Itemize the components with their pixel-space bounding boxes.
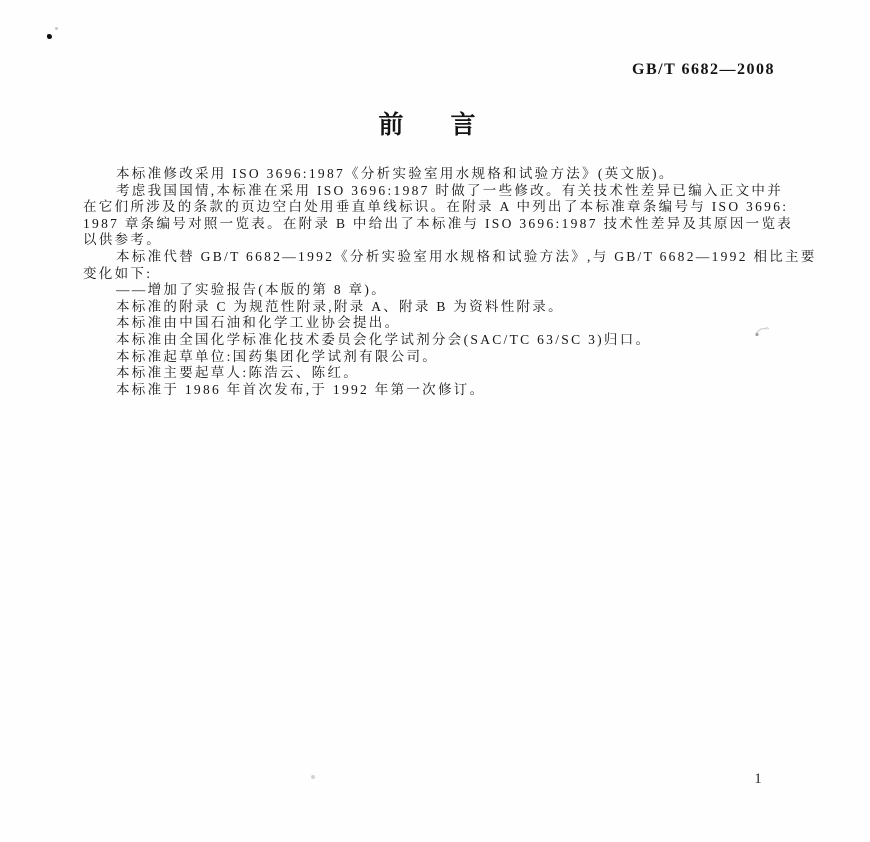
page-number: 1 <box>754 771 762 787</box>
page-title-char: 言 <box>450 112 476 139</box>
foreword-line: 以供参考。 <box>83 232 162 248</box>
page-title <box>0 112 862 140</box>
page-title-char: 前 <box>378 112 404 139</box>
foreword-line: 考虑我国国情,本标准在采用 ISO 3696:1987 时做了一些修改。有关技术性差异已编入正文中并 <box>116 182 784 198</box>
foreword-line: 在它们所涉及的条款的页边空白处用垂直单线标识。在附录 A 中列出了本标准章条编号与 ISO 3696: <box>83 199 789 215</box>
foreword-line: 本标准主要起草人:陈浩云、陈红。 <box>116 365 360 381</box>
foreword-line: 1987 章条编号对照一览表。在附录 B 中给出了本标准与 ISO 3696:1987 技术性差异及其原因一览表 <box>83 215 794 231</box>
foreword-line: 本标准起草单位:国药集团化学试剂有限公司。 <box>116 348 439 364</box>
faint-speck-artifact <box>311 775 315 779</box>
foreword-line: 本标准由全国化学标准化技术委员会化学试剂分会(SAC/TC 63/SC 3)归口。 <box>116 331 652 347</box>
pen-mark-artifact <box>752 322 776 340</box>
foreword-line: 本标准代替 GB/T 6682—1992《分析实验室用水规格和试验方法》,与 GB/T 6682—1992 相比主要 <box>116 248 817 264</box>
ink-speck-artifact <box>47 34 52 39</box>
foreword-line: 本标准的附录 C 为规范性附录,附录 A、附录 B 为资料性附录。 <box>116 298 564 314</box>
foreword-body <box>83 166 817 398</box>
foreword-line: 变化如下: <box>83 265 153 281</box>
foreword-line: ——增加了实验报告(本版的第 8 章)。 <box>116 282 387 298</box>
foreword-line: 本标准修改采用 ISO 3696:1987《分析实验室用水规格和试验方法》(英文版)。 <box>116 166 675 181</box>
standard-document-code: GB/T 6682—2008 <box>632 61 775 78</box>
foreword-line: 本标准于 1986 年首次发布,于 1992 年第一次修订。 <box>116 381 486 397</box>
foreword-line: 本标准由中国石油和化学工业协会提出。 <box>116 315 401 331</box>
